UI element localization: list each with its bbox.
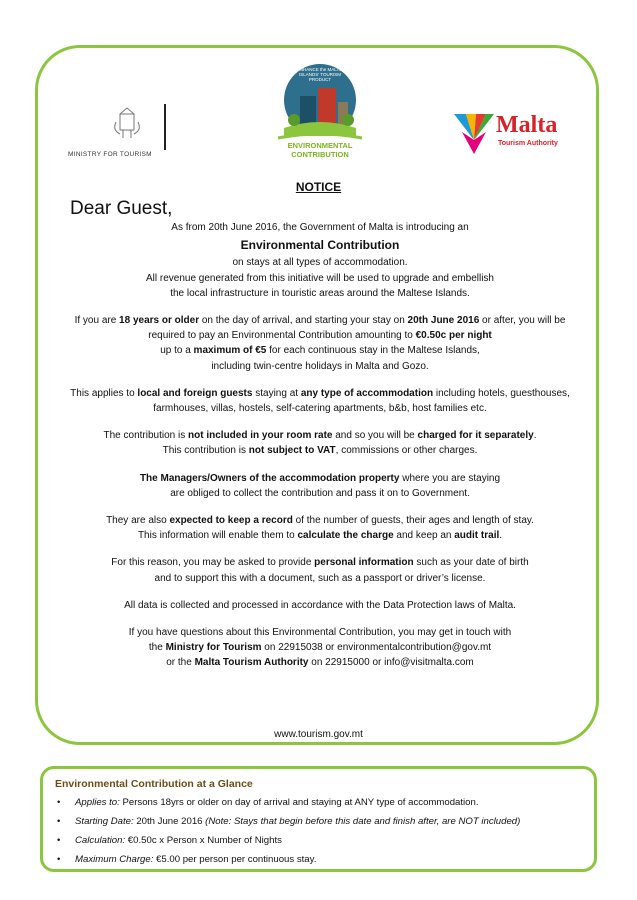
notice-body xyxy=(50,220,590,683)
list-item: • Starting Date: 20th June 2016 (Note: Stays that begin before this date and finish after, are NOT included) xyxy=(55,812,520,831)
glance-list xyxy=(55,793,520,869)
list-item: • Maximum Charge: €5.00 per person per continuous stay. xyxy=(55,850,520,869)
paragraph-intro xyxy=(50,220,590,301)
malta-flag-icon xyxy=(452,110,496,155)
paragraph-data-protection: All data is collected and processed in accordance with the Data Protection laws of Malta. xyxy=(124,599,516,611)
malta-subtitle: Tourism Authority xyxy=(498,140,558,147)
notice-title: NOTICE xyxy=(295,180,342,194)
glance-title: Environmental Contribution at a Glance xyxy=(55,778,253,790)
intro-line: the local infrastructure in touristic areas around the Maltese Islands. xyxy=(170,287,470,299)
intro-line: All revenue generated from this initiative will be used to upgrade and embellish xyxy=(146,272,494,284)
paragraph-personal-info: For this reason, you may be asked to provide personal information such as your date of birth and to support this with a document, such as a passport or driver’s license. xyxy=(111,557,529,584)
ministry-crest-icon xyxy=(68,100,178,150)
ministry-logo xyxy=(68,100,178,160)
env-logo-line1: ENVIRONMENTAL xyxy=(287,141,353,150)
ministry-label: MINISTRY FOR TOURISM xyxy=(68,151,152,158)
malta-tourism-logo xyxy=(452,110,572,155)
intro-line: As from 20th June 2016, the Government of Malta is introducing an xyxy=(171,222,469,233)
paragraph-applies: This applies to local and foreign guests staying at any type of accommodation including hotels, guesthouses, farmhouses, villas, hostels, self-catering apartments, b&b, host families etc. xyxy=(70,387,570,415)
glance-box xyxy=(40,766,597,872)
env-logo-line2: CONTRIBUTION xyxy=(291,150,349,159)
list-item: • Calculation: €0.50c x Person x Number of Nights xyxy=(55,831,520,850)
paragraph-charge: The contribution is not included in your room rate and so you will be charged for it separately. This contribution is not subject to VAT, commissions or other charges. xyxy=(103,430,537,457)
intro-line: on stays at all types of accommodation. xyxy=(232,257,408,269)
salutation: Dear Guest, xyxy=(70,198,173,219)
env-contribution-logo xyxy=(272,62,368,162)
env-contribution-heading: Environmental Contribution xyxy=(240,238,400,253)
paragraph-records: They are also expected to keep a record of the number of guests, their ages and length of stay. This information will enable them to calculate the charge and keep an audit trail. xyxy=(106,515,534,542)
website-link[interactable]: www.tourism.gov.mt xyxy=(274,729,363,740)
env-logo-tagline: to ENHANCE the MALTESE ISLANDS' TOURISM PRODUCT xyxy=(291,67,349,82)
paragraph-contacts: If you have questions about this Environmental Contribution, you may get in touch with the Ministry for Tourism on 22915038 or environmentalcontribution@gov.mt or the Malta Tourism Authority on 22915000 or info@visitmalta.com xyxy=(128,627,512,669)
malta-wordmark: Malta xyxy=(496,112,558,138)
paragraph-managers: The Managers/Owners of the accommodation property where you are staying are obliged to collect the contribution and pass it on to Government. xyxy=(139,472,501,499)
paragraph-eligibility: If you are 18 years or older on the day of arrival, and starting your stay on 20th June 2016 or after, you will be required to pay an Environmental Contribution amounting to €0.50c per night up to a maximum of €5 for each continuous stay in the Maltese Islands, including twin-centre holidays in Malta and Gozo. xyxy=(74,315,566,372)
list-item: • Applies to: Persons 18yrs or older on day of arrival and staying at ANY type of accommodation. xyxy=(55,793,520,812)
